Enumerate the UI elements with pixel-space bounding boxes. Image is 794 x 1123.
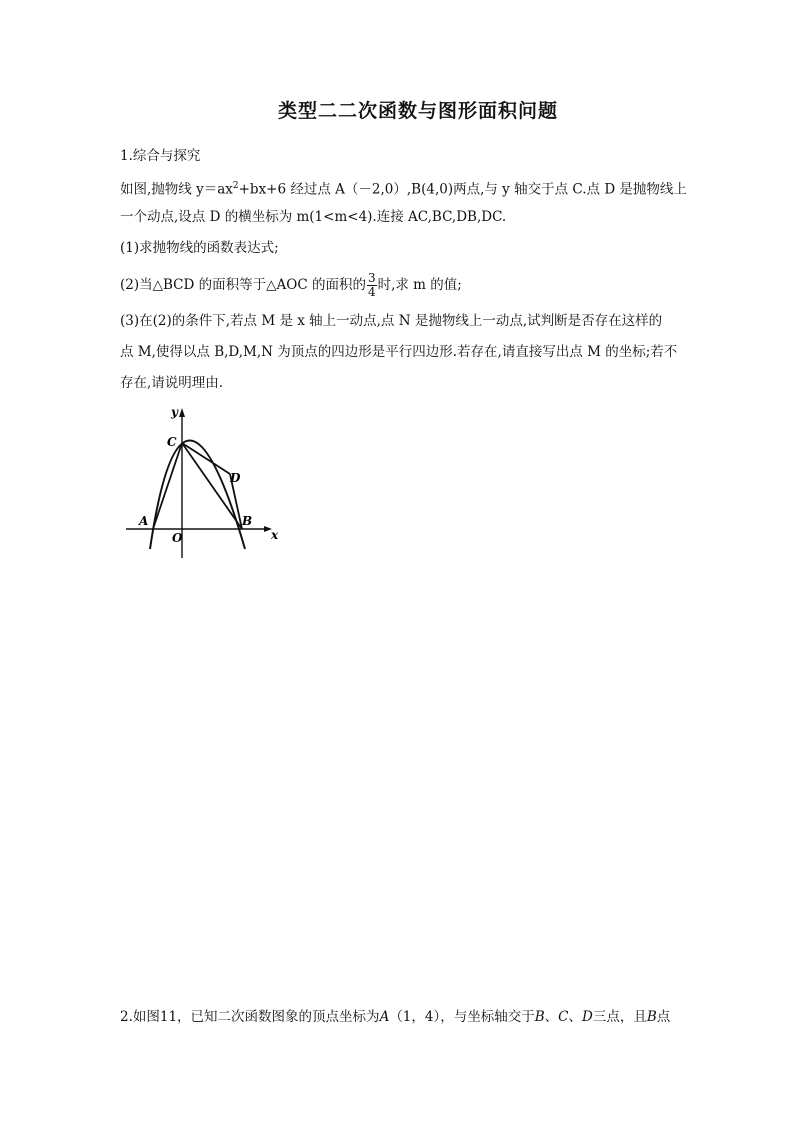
fraction-numerator: 3 [367, 271, 376, 285]
question-1-stem-line-1 [120, 176, 690, 200]
question-1-heading [120, 146, 690, 166]
label-y: y [171, 405, 178, 419]
label-d: D [230, 471, 241, 485]
q2-point-b-2: B [646, 1009, 657, 1025]
q2-point-b: B [534, 1009, 545, 1025]
question-1-part-1: (1)求抛物线的函数表达式; [120, 240, 279, 256]
exponent: 2 [232, 181, 239, 191]
parabola-figure [118, 400, 288, 565]
q2-text-3: 三点，且 [592, 1009, 647, 1025]
question-2-line-1 [120, 1007, 700, 1027]
label-o: O [172, 531, 183, 545]
segment-ac [153, 443, 182, 529]
fraction-three-quarters [367, 272, 377, 299]
label-b: B [242, 514, 253, 528]
q2-text-1: 2.如图11，已知二次函数图象的顶点坐标为 [120, 1009, 380, 1025]
q2-point-a: A [379, 1009, 390, 1025]
segment-dc [182, 443, 230, 474]
question-1-part-3-line-3: 存在,请说明理由. [120, 375, 224, 391]
part-2-text-b: 时,求 m 的值; [377, 277, 462, 293]
question-1-stem-line-2: 一个动点,设点 D 的横坐标为 m(1<m<4).连接 AC,BC,DB,DC. [120, 209, 507, 225]
stem-text-a: 如图,抛物线 y＝ax [120, 181, 233, 198]
stem-text-b: +bx+6 经过点 A（－2,0）,B(4,0)两点,与 y 轴交于点 C.点 D 是抛物线上 [238, 181, 687, 198]
question-1-part-2 [120, 272, 690, 299]
question-heading: 综合与探究 [132, 148, 201, 164]
q2-point-c: C [558, 1009, 569, 1025]
label-a: A [139, 514, 149, 528]
q2-sep-1: 、 [544, 1009, 559, 1025]
part-2-text-a: (2)当△BCD 的面积等于△AOC 的面积的 [120, 277, 366, 293]
fraction-denominator: 4 [367, 285, 376, 299]
question-1-part-3-line-2: 点 M,使得以点 B,D,M,N 为顶点的四边形是平行四边形.若存在,请直接写出点 M 的坐标;若不 [120, 344, 678, 360]
q2-text-4: 点 [656, 1009, 671, 1025]
question-1-part-3-line-1: (3)在(2)的条件下,若点 M 是 x 轴上一动点,点 N 是抛物线上一动点,试判断是否存在这样的 [120, 313, 663, 329]
question-number: 1. [120, 148, 133, 164]
label-c: C [167, 435, 177, 449]
y-axis-arrow-icon [179, 408, 185, 417]
page-title: 类型二二次函数与图形面积问题 [277, 100, 558, 122]
q2-text-2: （1，4），与坐标轴交于 [389, 1009, 535, 1025]
q2-sep-2: 、 [568, 1009, 583, 1025]
label-x: x [271, 528, 279, 542]
q2-point-d: D [582, 1009, 593, 1025]
